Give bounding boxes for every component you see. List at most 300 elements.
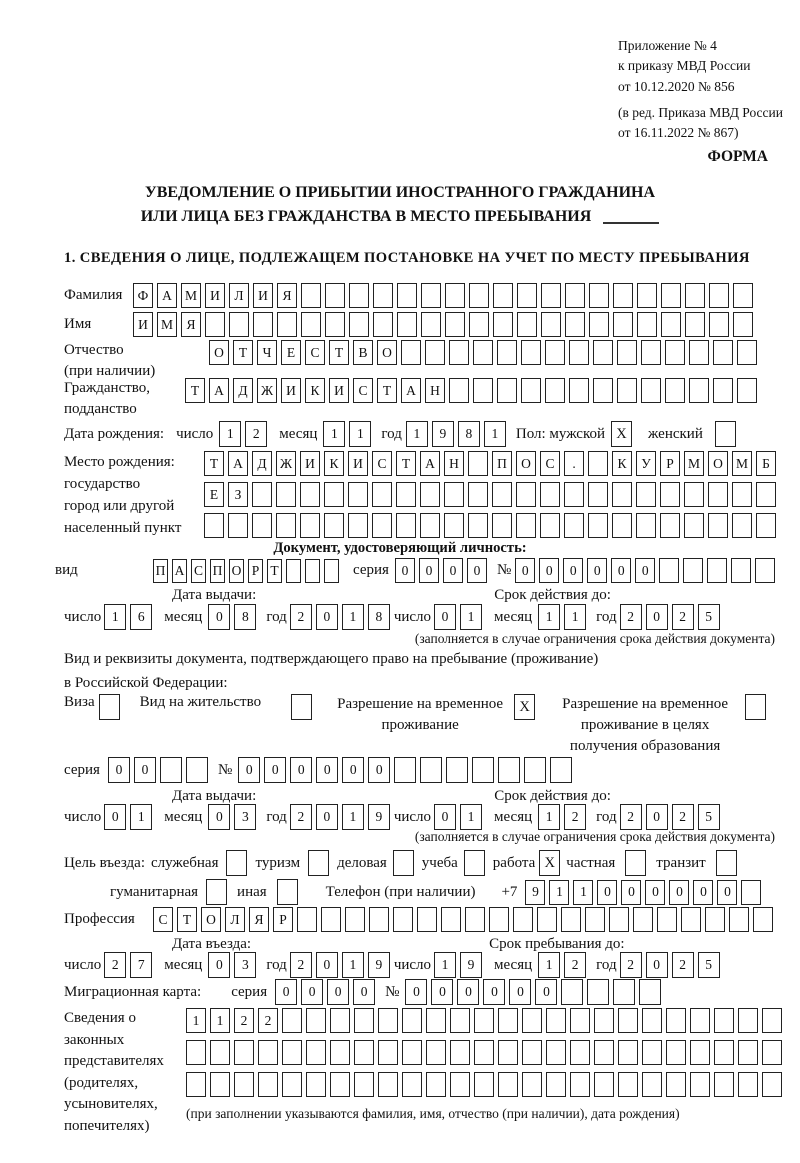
char-box[interactable]: Т — [267, 559, 282, 583]
char-box[interactable] — [714, 1072, 734, 1097]
char-box[interactable]: 0 — [104, 804, 126, 830]
purpose-work-checkbox[interactable]: X — [539, 850, 560, 876]
char-box[interactable]: 0 — [483, 979, 505, 1005]
char-box[interactable] — [609, 907, 629, 932]
char-box[interactable] — [516, 513, 536, 538]
char-box[interactable] — [354, 1008, 374, 1033]
char-box[interactable]: 0 — [290, 757, 312, 783]
char-box[interactable] — [441, 907, 461, 932]
char-box[interactable] — [420, 513, 440, 538]
char-box[interactable] — [756, 513, 776, 538]
char-box[interactable]: 0 — [611, 558, 631, 583]
char-box[interactable] — [564, 482, 584, 507]
char-box[interactable] — [522, 1008, 542, 1033]
char-box[interactable] — [474, 1008, 494, 1033]
char-box[interactable]: 0 — [693, 880, 713, 905]
char-box[interactable] — [708, 482, 728, 507]
char-box[interactable] — [522, 1040, 542, 1065]
char-box[interactable] — [472, 757, 494, 783]
char-box[interactable] — [684, 513, 704, 538]
char-box[interactable] — [540, 513, 560, 538]
char-box[interactable] — [473, 378, 493, 403]
char-box[interactable] — [421, 312, 441, 337]
char-box[interactable] — [282, 1072, 302, 1097]
char-box[interactable] — [690, 1008, 710, 1033]
char-box[interactable] — [469, 283, 489, 308]
char-box[interactable] — [585, 907, 605, 932]
char-box[interactable]: Д — [233, 378, 253, 403]
char-box[interactable]: 2 — [620, 604, 642, 630]
char-box[interactable] — [618, 1008, 638, 1033]
char-box[interactable] — [186, 1072, 206, 1097]
char-box[interactable] — [524, 757, 546, 783]
char-box[interactable] — [498, 1008, 518, 1033]
char-box[interactable] — [565, 283, 585, 308]
char-box[interactable] — [641, 378, 661, 403]
char-box[interactable]: Л — [229, 283, 249, 308]
char-box[interactable]: Т — [185, 378, 205, 403]
char-box[interactable] — [378, 1040, 398, 1065]
char-box[interactable] — [714, 1040, 734, 1065]
char-box[interactable] — [690, 1040, 710, 1065]
char-box[interactable] — [665, 378, 685, 403]
char-box[interactable]: П — [492, 451, 512, 476]
char-box[interactable] — [345, 907, 365, 932]
char-box[interactable] — [444, 482, 464, 507]
char-box[interactable] — [282, 1008, 302, 1033]
char-box[interactable]: 0 — [443, 558, 463, 583]
char-box[interactable] — [612, 513, 632, 538]
char-box[interactable]: 0 — [467, 558, 487, 583]
char-box[interactable]: Н — [444, 451, 464, 476]
char-box[interactable] — [306, 1040, 326, 1065]
char-box[interactable]: 2 — [564, 952, 586, 978]
char-box[interactable] — [729, 907, 749, 932]
char-box[interactable] — [445, 312, 465, 337]
char-box[interactable]: 9 — [368, 804, 390, 830]
char-box[interactable] — [420, 482, 440, 507]
char-box[interactable]: . — [564, 451, 584, 476]
char-box[interactable] — [594, 1008, 614, 1033]
char-box[interactable]: 1 — [349, 421, 371, 447]
char-box[interactable]: 0 — [587, 558, 607, 583]
char-box[interactable]: О — [229, 559, 244, 583]
char-box[interactable] — [330, 1072, 350, 1097]
char-box[interactable] — [714, 1008, 734, 1033]
char-box[interactable] — [330, 1008, 350, 1033]
visa-checkbox[interactable] — [99, 694, 120, 720]
char-box[interactable]: 0 — [405, 979, 427, 1005]
char-box[interactable] — [276, 513, 296, 538]
char-box[interactable] — [705, 907, 725, 932]
char-box[interactable] — [305, 559, 320, 583]
char-box[interactable]: 0 — [208, 604, 230, 630]
char-box[interactable] — [685, 283, 705, 308]
char-box[interactable]: 0 — [353, 979, 375, 1005]
char-box[interactable] — [498, 1040, 518, 1065]
char-box[interactable]: 0 — [645, 880, 665, 905]
char-box[interactable] — [589, 283, 609, 308]
char-box[interactable] — [468, 482, 488, 507]
char-box[interactable] — [613, 283, 633, 308]
char-box[interactable]: 5 — [698, 604, 720, 630]
char-box[interactable]: Т — [204, 451, 224, 476]
char-box[interactable] — [493, 312, 513, 337]
char-box[interactable]: 2 — [620, 952, 642, 978]
char-box[interactable]: Т — [377, 378, 397, 403]
char-box[interactable]: С — [540, 451, 560, 476]
char-box[interactable] — [286, 559, 301, 583]
char-box[interactable] — [372, 482, 392, 507]
char-box[interactable] — [731, 558, 751, 583]
char-box[interactable]: 0 — [395, 558, 415, 583]
char-box[interactable] — [666, 1072, 686, 1097]
char-box[interactable] — [521, 378, 541, 403]
char-box[interactable] — [234, 1072, 254, 1097]
char-box[interactable]: 2 — [290, 952, 312, 978]
char-box[interactable]: 0 — [597, 880, 617, 905]
char-box[interactable] — [570, 1008, 590, 1033]
char-box[interactable]: П — [210, 559, 225, 583]
rvp-edu-checkbox[interactable] — [745, 694, 766, 720]
char-box[interactable] — [324, 559, 339, 583]
char-box[interactable] — [252, 513, 272, 538]
char-box[interactable] — [205, 312, 225, 337]
char-box[interactable] — [565, 312, 585, 337]
char-box[interactable] — [613, 979, 635, 1005]
char-box[interactable] — [617, 340, 637, 365]
char-box[interactable] — [396, 513, 416, 538]
char-box[interactable] — [417, 907, 437, 932]
char-box[interactable]: 1 — [323, 421, 345, 447]
char-box[interactable]: И — [348, 451, 368, 476]
char-box[interactable]: 2 — [672, 604, 694, 630]
char-box[interactable] — [258, 1072, 278, 1097]
char-box[interactable]: 2 — [672, 804, 694, 830]
char-box[interactable]: С — [372, 451, 392, 476]
char-box[interactable] — [561, 907, 581, 932]
char-box[interactable] — [402, 1040, 422, 1065]
char-box[interactable]: 1 — [130, 804, 152, 830]
char-box[interactable] — [636, 482, 656, 507]
char-box[interactable] — [446, 757, 468, 783]
char-box[interactable] — [516, 482, 536, 507]
char-box[interactable]: О — [377, 340, 397, 365]
char-box[interactable] — [258, 1040, 278, 1065]
char-box[interactable]: 0 — [646, 604, 668, 630]
char-box[interactable] — [546, 1072, 566, 1097]
char-box[interactable] — [420, 757, 442, 783]
char-box[interactable] — [349, 283, 369, 308]
char-box[interactable]: А — [172, 559, 187, 583]
char-box[interactable]: 1 — [342, 804, 364, 830]
char-box[interactable]: Е — [204, 482, 224, 507]
char-box[interactable] — [426, 1008, 446, 1033]
char-box[interactable] — [659, 558, 679, 583]
char-box[interactable] — [324, 513, 344, 538]
char-box[interactable]: 1 — [564, 604, 586, 630]
char-box[interactable] — [618, 1072, 638, 1097]
char-box[interactable] — [468, 451, 488, 476]
char-box[interactable]: 0 — [368, 757, 390, 783]
char-box[interactable]: 1 — [549, 880, 569, 905]
char-box[interactable]: А — [228, 451, 248, 476]
char-box[interactable]: 0 — [646, 952, 668, 978]
char-box[interactable] — [297, 907, 317, 932]
char-box[interactable] — [541, 283, 561, 308]
char-box[interactable] — [513, 907, 533, 932]
char-box[interactable] — [378, 1008, 398, 1033]
female-checkbox[interactable] — [715, 421, 736, 447]
char-box[interactable] — [396, 482, 416, 507]
char-box[interactable] — [402, 1008, 422, 1033]
char-box[interactable] — [545, 340, 565, 365]
char-box[interactable]: О — [209, 340, 229, 365]
char-box[interactable] — [210, 1072, 230, 1097]
char-box[interactable] — [684, 482, 704, 507]
char-box[interactable]: А — [401, 378, 421, 403]
char-box[interactable]: А — [209, 378, 229, 403]
male-checkbox[interactable]: X — [611, 421, 632, 447]
char-box[interactable]: 0 — [457, 979, 479, 1005]
char-box[interactable] — [497, 340, 517, 365]
char-box[interactable]: Р — [273, 907, 293, 932]
char-box[interactable] — [204, 513, 224, 538]
char-box[interactable]: У — [636, 451, 656, 476]
char-box[interactable] — [306, 1008, 326, 1033]
char-box[interactable] — [762, 1008, 782, 1033]
char-box[interactable]: 0 — [669, 880, 689, 905]
char-box[interactable] — [354, 1072, 374, 1097]
char-box[interactable] — [349, 312, 369, 337]
char-box[interactable]: 1 — [342, 952, 364, 978]
char-box[interactable]: Я — [181, 312, 201, 337]
char-box[interactable] — [354, 1040, 374, 1065]
char-box[interactable]: 0 — [419, 558, 439, 583]
char-box[interactable] — [546, 1008, 566, 1033]
char-box[interactable]: Л — [225, 907, 245, 932]
char-box[interactable] — [713, 378, 733, 403]
char-box[interactable] — [570, 1040, 590, 1065]
char-box[interactable] — [449, 378, 469, 403]
char-box[interactable]: 0 — [238, 757, 260, 783]
char-box[interactable] — [732, 513, 752, 538]
char-box[interactable]: 9 — [368, 952, 390, 978]
char-box[interactable] — [306, 1072, 326, 1097]
char-box[interactable]: 0 — [535, 979, 557, 1005]
char-box[interactable]: 1 — [573, 880, 593, 905]
char-box[interactable]: А — [420, 451, 440, 476]
char-box[interactable] — [685, 312, 705, 337]
char-box[interactable]: 0 — [316, 952, 338, 978]
char-box[interactable]: 0 — [635, 558, 655, 583]
char-box[interactable] — [689, 378, 709, 403]
char-box[interactable]: 0 — [208, 804, 230, 830]
char-box[interactable]: 2 — [104, 952, 126, 978]
char-box[interactable]: Р — [660, 451, 680, 476]
char-box[interactable] — [709, 283, 729, 308]
char-box[interactable]: 1 — [186, 1008, 206, 1033]
char-box[interactable]: Д — [252, 451, 272, 476]
char-box[interactable]: 2 — [245, 421, 267, 447]
char-box[interactable]: 2 — [258, 1008, 278, 1033]
char-box[interactable]: Р — [248, 559, 263, 583]
char-box[interactable] — [497, 378, 517, 403]
char-box[interactable]: 8 — [458, 421, 480, 447]
char-box[interactable] — [637, 312, 657, 337]
char-box[interactable]: 2 — [620, 804, 642, 830]
char-box[interactable]: 0 — [434, 604, 456, 630]
char-box[interactable]: 8 — [368, 604, 390, 630]
char-box[interactable] — [641, 340, 661, 365]
char-box[interactable]: Б — [756, 451, 776, 476]
purpose-business-checkbox[interactable] — [393, 850, 414, 876]
char-box[interactable] — [733, 312, 753, 337]
char-box[interactable] — [540, 482, 560, 507]
char-box[interactable]: 0 — [264, 757, 286, 783]
char-box[interactable]: С — [305, 340, 325, 365]
char-box[interactable]: 0 — [275, 979, 297, 1005]
char-box[interactable]: С — [353, 378, 373, 403]
char-box[interactable]: 0 — [717, 880, 737, 905]
char-box[interactable]: 0 — [342, 757, 364, 783]
char-box[interactable] — [612, 482, 632, 507]
char-box[interactable] — [589, 312, 609, 337]
purpose-transit-checkbox[interactable] — [716, 850, 737, 876]
char-box[interactable] — [661, 312, 681, 337]
char-box[interactable] — [393, 907, 413, 932]
char-box[interactable] — [564, 513, 584, 538]
char-box[interactable] — [741, 880, 761, 905]
char-box[interactable]: З — [228, 482, 248, 507]
char-box[interactable] — [637, 283, 657, 308]
char-box[interactable] — [732, 482, 752, 507]
residence-permit-checkbox[interactable] — [291, 694, 312, 720]
char-box[interactable]: 8 — [234, 604, 256, 630]
char-box[interactable]: 9 — [460, 952, 482, 978]
char-box[interactable]: 3 — [234, 804, 256, 830]
char-box[interactable]: 5 — [698, 952, 720, 978]
char-box[interactable] — [282, 1040, 302, 1065]
char-box[interactable] — [593, 340, 613, 365]
char-box[interactable] — [449, 340, 469, 365]
char-box[interactable]: И — [253, 283, 273, 308]
purpose-tourism-checkbox[interactable] — [308, 850, 329, 876]
char-box[interactable] — [474, 1040, 494, 1065]
char-box[interactable] — [561, 979, 583, 1005]
char-box[interactable]: С — [153, 907, 173, 932]
char-box[interactable] — [300, 513, 320, 538]
char-box[interactable] — [401, 340, 421, 365]
char-box[interactable]: Т — [396, 451, 416, 476]
char-box[interactable]: Н — [425, 378, 445, 403]
char-box[interactable] — [593, 378, 613, 403]
char-box[interactable]: 1 — [538, 604, 560, 630]
char-box[interactable]: П — [153, 559, 168, 583]
char-box[interactable] — [660, 482, 680, 507]
char-box[interactable] — [300, 482, 320, 507]
char-box[interactable] — [373, 283, 393, 308]
char-box[interactable] — [330, 1040, 350, 1065]
char-box[interactable]: 0 — [301, 979, 323, 1005]
char-box[interactable] — [517, 312, 537, 337]
char-box[interactable]: К — [324, 451, 344, 476]
char-box[interactable] — [321, 907, 341, 932]
char-box[interactable] — [762, 1072, 782, 1097]
char-box[interactable]: 1 — [406, 421, 428, 447]
char-box[interactable]: 0 — [316, 757, 338, 783]
char-box[interactable]: 1 — [434, 952, 456, 978]
char-box[interactable] — [348, 513, 368, 538]
char-box[interactable]: 2 — [234, 1008, 254, 1033]
char-box[interactable]: 9 — [525, 880, 545, 905]
char-box[interactable] — [521, 340, 541, 365]
char-box[interactable]: 0 — [646, 804, 668, 830]
char-box[interactable] — [473, 340, 493, 365]
char-box[interactable]: М — [684, 451, 704, 476]
char-box[interactable]: И — [329, 378, 349, 403]
char-box[interactable]: 1 — [210, 1008, 230, 1033]
char-box[interactable] — [186, 1040, 206, 1065]
char-box[interactable]: 3 — [234, 952, 256, 978]
char-box[interactable] — [594, 1072, 614, 1097]
purpose-official-checkbox[interactable] — [226, 850, 247, 876]
char-box[interactable] — [372, 513, 392, 538]
char-box[interactable]: Т — [329, 340, 349, 365]
char-box[interactable] — [666, 1008, 686, 1033]
char-box[interactable]: И — [205, 283, 225, 308]
purpose-study-checkbox[interactable] — [464, 850, 485, 876]
char-box[interactable]: 0 — [208, 952, 230, 978]
char-box[interactable] — [642, 1008, 662, 1033]
char-box[interactable] — [493, 283, 513, 308]
char-box[interactable]: 0 — [316, 804, 338, 830]
char-box[interactable] — [474, 1072, 494, 1097]
char-box[interactable] — [234, 1040, 254, 1065]
char-box[interactable] — [373, 312, 393, 337]
char-box[interactable]: Т — [233, 340, 253, 365]
char-box[interactable]: В — [353, 340, 373, 365]
char-box[interactable] — [737, 340, 757, 365]
char-box[interactable] — [690, 1072, 710, 1097]
char-box[interactable] — [228, 513, 248, 538]
char-box[interactable]: 1 — [538, 952, 560, 978]
char-box[interactable]: 0 — [563, 558, 583, 583]
char-box[interactable] — [517, 283, 537, 308]
char-box[interactable] — [756, 482, 776, 507]
char-box[interactable]: К — [612, 451, 632, 476]
char-box[interactable] — [660, 513, 680, 538]
char-box[interactable] — [394, 757, 416, 783]
char-box[interactable] — [426, 1072, 446, 1097]
char-box[interactable] — [594, 1040, 614, 1065]
char-box[interactable]: 5 — [698, 804, 720, 830]
char-box[interactable]: 1 — [538, 804, 560, 830]
char-box[interactable] — [546, 1040, 566, 1065]
char-box[interactable]: С — [191, 559, 206, 583]
char-box[interactable] — [445, 283, 465, 308]
char-box[interactable]: 1 — [342, 604, 364, 630]
char-box[interactable] — [642, 1072, 662, 1097]
char-box[interactable] — [633, 907, 653, 932]
char-box[interactable] — [253, 312, 273, 337]
char-box[interactable] — [636, 513, 656, 538]
char-box[interactable]: 6 — [130, 604, 152, 630]
purpose-other-checkbox[interactable] — [277, 879, 298, 905]
purpose-humanitarian-checkbox[interactable] — [206, 879, 227, 905]
char-box[interactable] — [277, 312, 297, 337]
char-box[interactable]: И — [133, 312, 153, 337]
